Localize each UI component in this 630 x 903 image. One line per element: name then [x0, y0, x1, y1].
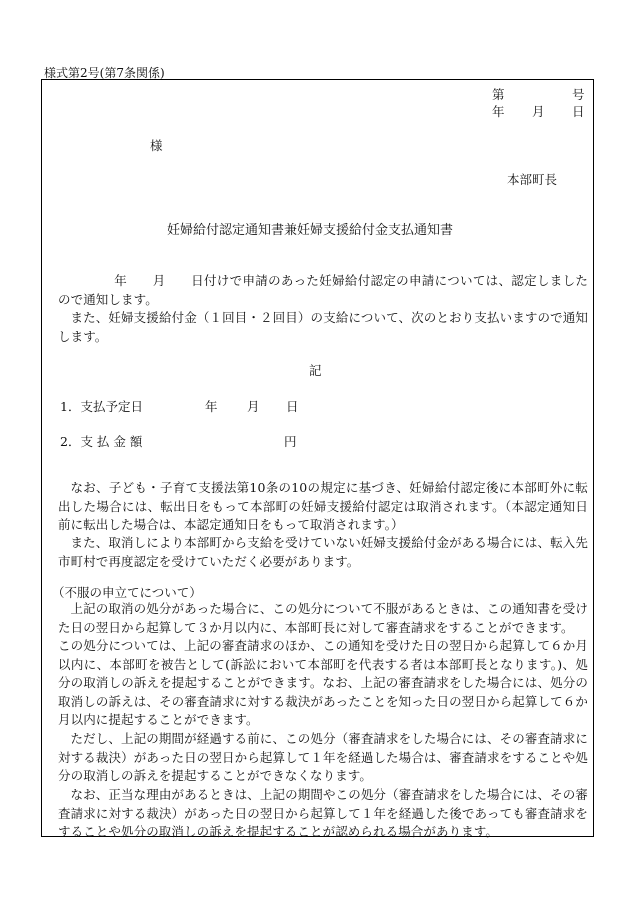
form-label: 様式第2号(第7条関係) — [44, 66, 165, 80]
addressee-suffix: 様 — [150, 138, 163, 153]
note-paragraph-2: また、取消しにより本部町から支給を受けていない妊婦支援給付金がある場合には、転入先市町村で再度認定を受けていただく必要があります。 — [58, 535, 588, 569]
ki-heading: 記 — [309, 363, 322, 378]
number-suffix: 号 — [572, 87, 585, 102]
intro-paragraph-1: 年 月 日付けで申請のあった妊婦給付認定の申請については、認定しましたので通知します。 — [58, 273, 588, 307]
item-1-label: 1．支払予定日 — [60, 399, 143, 414]
item-2-label: 2．支 払 金 額 — [60, 434, 143, 449]
item-1-day: 日 — [286, 399, 299, 414]
issuer: 本部町長 — [507, 172, 558, 187]
item-1-year: 年 — [205, 399, 218, 414]
appeal-paragraph-3: ただし、上記の期間が経過する前に、この処分（審査請求をした場合には、その審査請求に対する裁決）があった日の翌日から起算して１年を経過した場合は、審査請求をすることや処分の取消しの訴えを提起することができなくなります。 — [58, 731, 588, 784]
note-paragraph-1: なお、子ども・子育て支援法第10条の10の規定に基づき、妊婦給付認定後に本部町外に転出した場合には、転出日をもって本部町の妊婦支援給付認定は取消されます。（本認定通知日前に転出した場合は、本認定通知日をもって取消されます。） — [58, 480, 588, 533]
date-day: 日 — [572, 104, 585, 119]
item-2-unit: 円 — [284, 434, 297, 449]
appeal-paragraph-4: なお、正当な理由があるときは、上記の期間やこの処分（審査請求をした場合には、その審査請求に対する裁決）があった日の翌日から起算して１年を経過した後であっても審査請求をすることや処分の取消しの訴えを提起することが認められる場合があります。 — [58, 787, 588, 840]
date-month: 月 — [532, 104, 545, 119]
appeal-paragraph-1: 上記の取消の処分があった場合に、この処分について不服があるときは、この通知書を受けた日の翌日から起算して３か月以内に、本部町長に対して審査請求をすることができます。 — [58, 601, 588, 635]
appeal-paragraph-2: この処分については、上記の審査請求のほか、この通知を受けた日の翌日から起算して６か月以内に、本部町を被告として(訴訟において本部町を代表する者は本部町長となります。)、処分の取消しの訴えを提起することができます。なお、上記の審査請求をした場合には、処分の取消しの訴えは、その審査請求に対する裁決があったことを知った日の翌日から起算して６か月以内に提起することができます。 — [58, 638, 588, 728]
intro-paragraph-2: また、妊婦支援給付金（１回目・２回目）の支給について、次のとおり支払いますので通知します。 — [58, 310, 588, 344]
appeal-heading: （不服の申立てについて） — [52, 585, 202, 600]
number-prefix: 第 — [492, 87, 505, 102]
date-year: 年 — [492, 104, 505, 119]
document-title: 妊婦給付認定通知書兼妊婦支援給付金支払通知書 — [167, 223, 454, 238]
item-1-month: 月 — [247, 399, 260, 414]
